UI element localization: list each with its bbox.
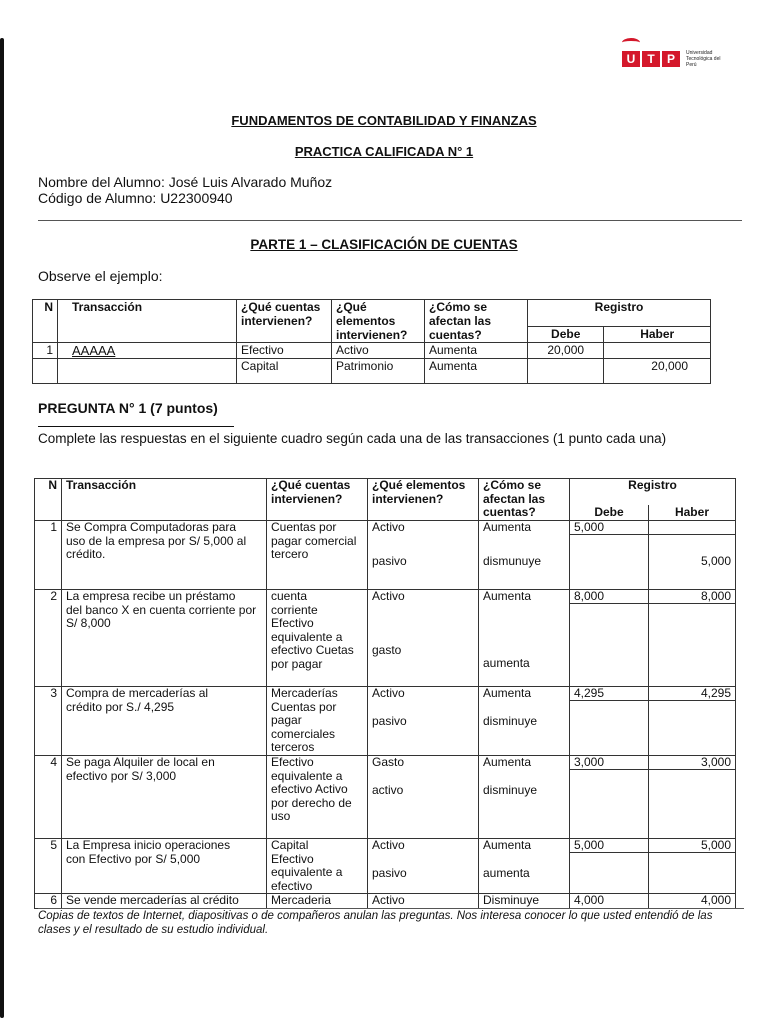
- col-transaccion: Transacción: [62, 479, 267, 521]
- table-row: Capital Patrimonio Aumenta 20,000: [33, 359, 711, 384]
- table-row: 2 La empresa recibe un préstamo cuenta Activo Aumenta 8,000 8,000: [35, 589, 736, 604]
- table-row: 1 AAAAA Efectivo Activo Aumenta 20,000: [33, 343, 711, 359]
- table-row: 1 Se Compra Computadoras para Cuentas por Activo Aumenta 5,000: [35, 520, 736, 535]
- col-haber: Haber: [648, 505, 735, 520]
- col-n: N: [33, 300, 58, 343]
- col-debe: Debe: [528, 327, 604, 343]
- question-underline: [38, 426, 234, 427]
- answer-table: [34, 478, 736, 909]
- col-elementos: ¿Qué elementos intervienen?: [368, 479, 479, 521]
- table-row: uso de la empresa por S/ 5,000 al crédito. pagar comercial tercero pasivo dismunuye 5,000: [35, 535, 736, 590]
- logo-tagline: Universidad Tecnológica del Perú: [686, 50, 721, 68]
- question-instruction: Complete las respuestas en el siguiente cuadro según cada una de las transacciones (1 punto cada una): [38, 431, 667, 446]
- utp-logo: [622, 50, 724, 68]
- page-edge: [0, 38, 4, 1018]
- student-name: Nombre del Alumno: José Luis Alvarado Muñoz: [38, 174, 333, 190]
- table-row: 5 La Empresa inicio operaciones Capital Activo Aumenta 5,000 5,000: [35, 838, 736, 853]
- col-cuentas: ¿Qué cuentas intervienen?: [237, 300, 332, 343]
- table-row: del banco X en cuenta corriente por S/ 8,000 corriente Efectivo equivalente a efectivo Cuetas por pagar gasto aumenta: [35, 604, 736, 687]
- exam-title: PRACTICA CALIFICADA N° 1: [294, 144, 474, 159]
- col-n: N: [35, 479, 62, 521]
- col-haber: Haber: [604, 327, 711, 343]
- student-info: [38, 174, 332, 206]
- table-row: 6 Se vende mercaderías al crédito Mercaderia Activo Disminuye 4,000 4,000: [35, 894, 736, 909]
- table-row: crédito por S./ 4,295 Cuentas por pagar comerciales terceros pasivo disminuye: [35, 701, 736, 756]
- logo-arc: [622, 38, 640, 47]
- part1-title: PARTE 1 – CLASIFICACIÓN DE CUENTAS: [250, 237, 518, 252]
- logo-letters: U T P: [622, 51, 680, 67]
- col-registro: Registro: [528, 300, 711, 327]
- col-afectan: ¿Cómo se afectan las cuentas?: [425, 300, 528, 343]
- col-cuentas: ¿Qué cuentas intervienen?: [267, 479, 368, 521]
- question-title: PREGUNTA N° 1 (7 puntos): [38, 400, 218, 416]
- table-row: 4 Se paga Alquiler de local en Efectivo Gasto Aumenta 3,000 3,000: [35, 755, 736, 770]
- example-header-row: [33, 300, 711, 327]
- example-table: [32, 299, 711, 384]
- col-elementos: ¿Qué elementos intervienen?: [332, 300, 425, 343]
- col-afectan: ¿Cómo se afectan las cuentas?: [479, 479, 570, 521]
- observe-label: Observe el ejemplo:: [38, 268, 163, 284]
- col-transaccion: Transacción: [58, 300, 237, 343]
- course-title: FUNDAMENTOS DE CONTABILIDAD Y FINANZAS: [231, 113, 537, 128]
- table-row: efectivo por S/ 3,000 equivalente a efectivo Activo por derecho de uso activo disminuye: [35, 770, 736, 839]
- answer-header-row: [35, 479, 736, 506]
- student-code: Código de Alumno: U22300940: [38, 190, 233, 206]
- col-debe: Debe: [570, 505, 649, 520]
- col-registro: Registro: [570, 479, 736, 506]
- divider: [38, 220, 742, 221]
- footer-note: Copias de textos de Internet, diapositivas o de compañeros anulan las preguntas. Nos interesa conocer lo que usted entendió de las clases y el resultado de su estudio individual.: [38, 910, 713, 936]
- table-row: 3 Compra de mercaderías al Mercaderías Activo Aumenta 4,295 4,295: [35, 686, 736, 701]
- table-row: con Efectivo por S/ 5,000 Efectivo equivalente a efectivo pasivo aumenta: [35, 853, 736, 894]
